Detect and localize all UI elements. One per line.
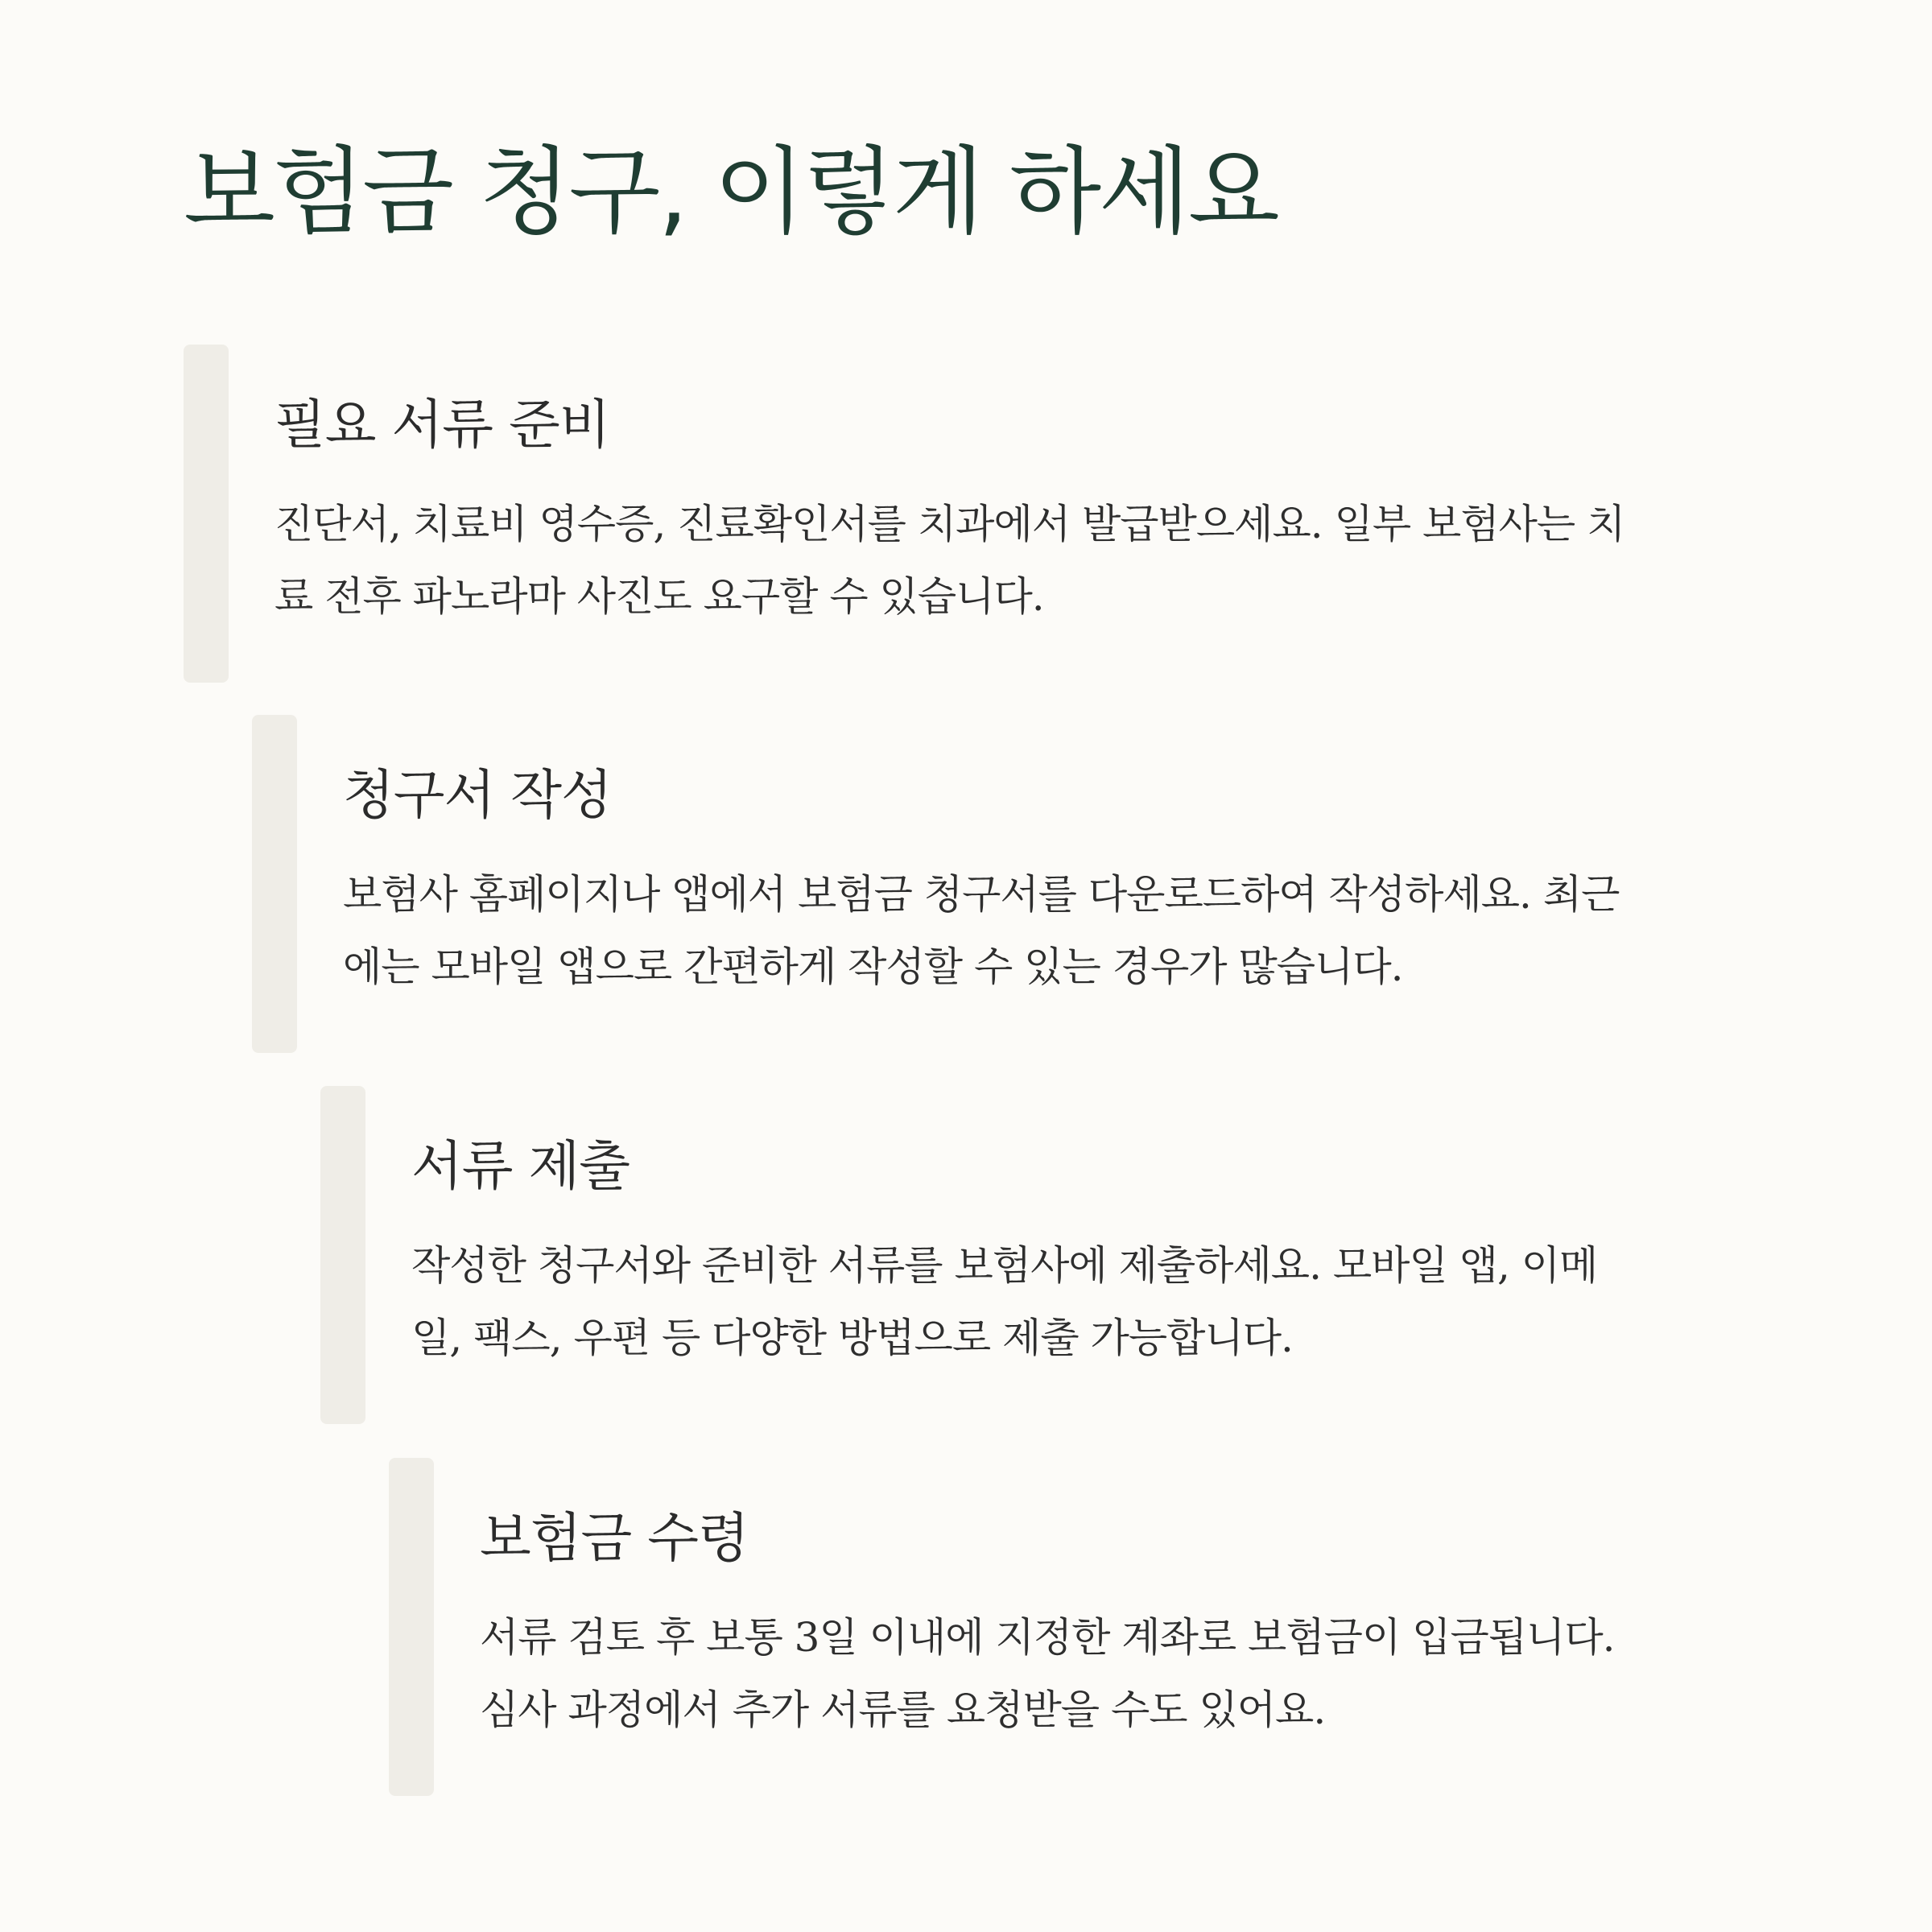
step-description-line: 심사 과정에서 추가 서류를 요청받을 수도 있어요.: [480, 1686, 1326, 1733]
step-description: [411, 1229, 1597, 1374]
step-description-line: 료 전후 파노라마 사진도 요구할 수 있습니다.: [275, 573, 1044, 620]
step-description-line: 일, 팩스, 우편 등 다양한 방법으로 제출 가능합니다.: [411, 1315, 1293, 1361]
step-description-line: 진단서, 치료비 영수증, 진료확인서를 치과에서 발급받으세요. 일부 보험사는 치: [275, 501, 1625, 547]
step-description: [343, 858, 1619, 1003]
step-description-line: 작성한 청구서와 준비한 서류를 보험사에 제출하세요. 모바일 앱, 이메: [411, 1242, 1598, 1289]
step-submit-documents: [320, 1086, 1930, 1424]
page-title: 보험금 청구, 이렇게 하세요: [184, 136, 1278, 247]
step-title: 보험금 수령: [480, 1507, 749, 1569]
step-title: 서류 제출: [411, 1135, 630, 1197]
step-accent-bar: [184, 345, 229, 683]
step-prepare-documents: [184, 345, 1794, 683]
step-title: 청구서 작성: [343, 764, 612, 826]
step-description: [275, 488, 1624, 633]
step-description-line: 에는 모바일 앱으로 간편하게 작성할 수 있는 경우가 많습니다.: [343, 943, 1403, 990]
step-accent-bar: [252, 715, 297, 1053]
step-description: [480, 1601, 1615, 1746]
step-accent-bar: [389, 1458, 434, 1796]
step-write-claim-form: [252, 715, 1862, 1053]
step-description-line: 서류 검토 후 보통 3일 이내에 지정한 계좌로 보험금이 입금됩니다.: [480, 1614, 1615, 1661]
step-accent-bar: [320, 1086, 365, 1424]
step-title: 필요 서류 준비: [275, 394, 610, 456]
step-receive-payment: [389, 1458, 1932, 1796]
step-description-line: 보험사 홈페이지나 앱에서 보험금 청구서를 다운로드하여 작성하세요. 최근: [343, 871, 1620, 918]
